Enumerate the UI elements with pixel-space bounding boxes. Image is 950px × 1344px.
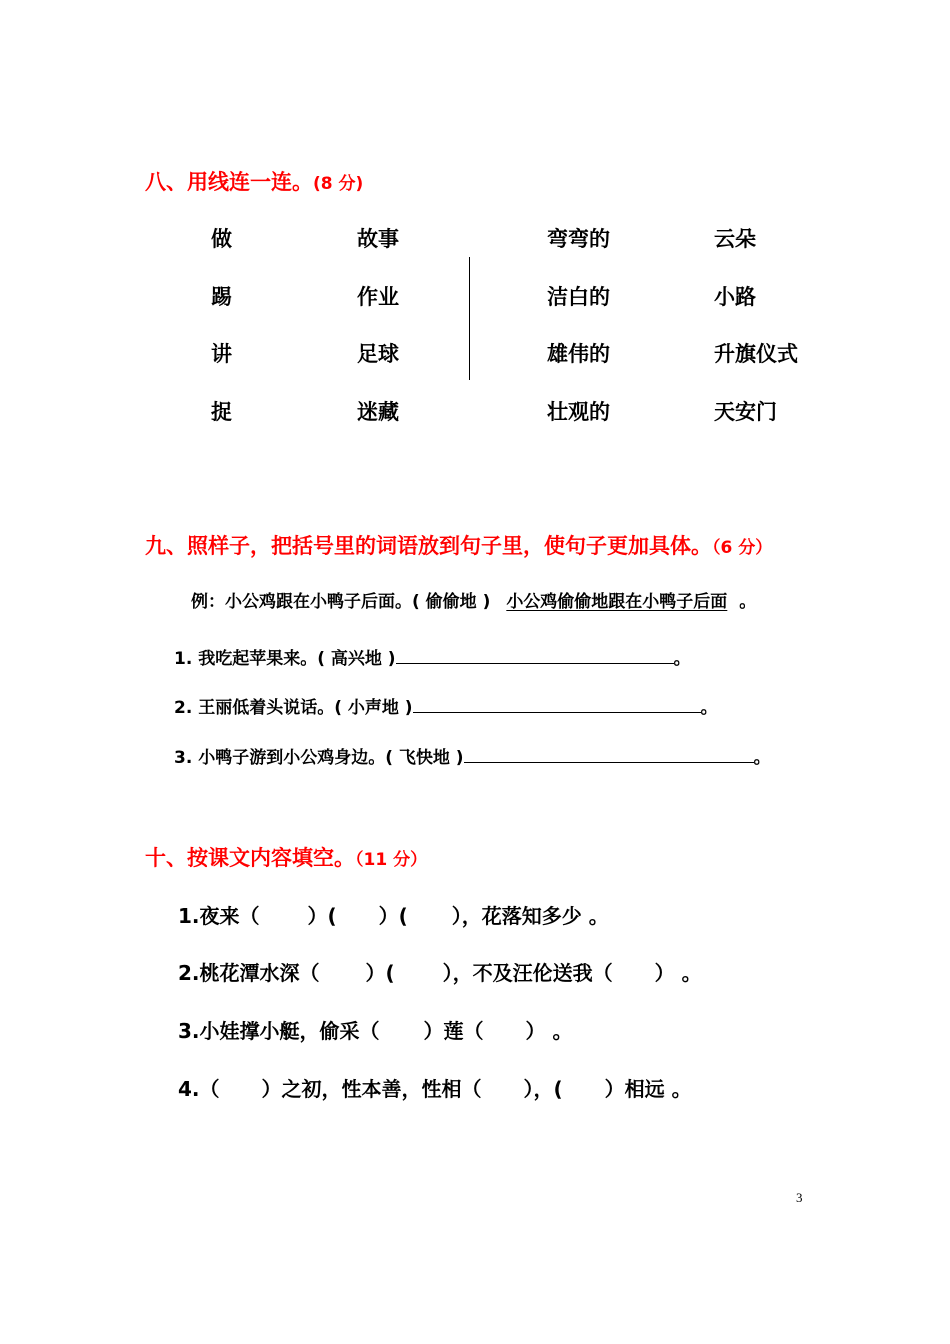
fill-text: ），不及汪伦送我（ [442,961,613,985]
fill-text: 4.（ [178,1077,220,1101]
section-8-points: (8 分) [313,174,364,194]
thing-item: 升旗仪式 [714,342,798,366]
exercise-prompt: 1. 我吃起苹果来。( 高兴地 ) [174,649,396,669]
fill-line-4 [178,1073,692,1102]
adjective-item: 壮观的 [547,400,610,424]
fill-text: ）相远 。 [604,1077,692,1101]
adjective-item: 雄伟的 [547,342,610,366]
thing-item: 天安门 [714,400,777,424]
noun-item: 作业 [357,285,399,309]
section-8-heading [145,166,363,196]
section-9-title: 九、照样子，把括号里的词语放到句子里，使句子更加具体。 [145,534,712,558]
verb-item: 讲 [211,342,232,366]
answer-blank[interactable] [396,645,674,664]
exercise-end: 。 [700,698,718,718]
example-line [191,587,756,612]
fill-line-1 [178,900,609,929]
fill-text: ） 。 [654,961,702,985]
verb-item: 捉 [211,400,232,424]
column-divider [469,257,470,380]
fill-text: 3.小娃撑小艇，偷采（ [178,1019,380,1043]
example-prompt: 例：小公鸡跟在小鸭子后面。( 偷偷地 ) [191,592,491,612]
noun-item: 迷藏 [357,400,399,424]
noun-item: 故事 [357,227,399,251]
fill-text: ）( [378,904,408,928]
verb-item: 踢 [211,285,232,309]
exercise-prompt: 3. 小鸭子游到小公鸡身边。( 飞快地 ) [174,748,464,768]
noun-item: 足球 [357,342,399,366]
thing-item: 小路 [714,285,756,309]
verb-item: 做 [211,227,232,251]
fill-text: 2.桃花潭水深（ [178,961,320,985]
section-10-heading [145,842,427,872]
fill-text: ） 。 [525,1019,573,1043]
fill-line-3 [178,1015,572,1044]
fill-text: ）( [307,904,337,928]
page-number: 3 [796,1190,803,1205]
fill-text: ），( [523,1077,563,1101]
fill-line-2 [178,957,702,986]
section-8-title: 八、用线连一连。 [145,170,313,194]
adjective-item: 洁白的 [547,285,610,309]
exercise-end: 。 [673,649,691,669]
section-10-title: 十、按课文内容填空。 [145,846,355,870]
adjective-item: 弯弯的 [547,227,610,251]
fill-text: ）( [365,961,395,985]
fill-text: 1.夜来（ [178,904,260,928]
section-9-heading [145,530,772,560]
exercise-line-2 [174,693,718,718]
example-end: 。 [739,592,757,612]
exercise-line-3 [174,743,771,768]
thing-item: 云朵 [714,227,756,251]
fill-text: ），花落知多少 。 [451,904,609,928]
section-10-points: （11 分） [355,850,428,870]
exercise-line-1 [174,644,691,669]
section-9-points: （6 分） [712,538,773,558]
example-answer: 小公鸡偷偷地跟在小鸭子后面 [506,592,728,612]
fill-text: ）莲（ [423,1019,484,1043]
exercise-end: 。 [753,748,771,768]
fill-text: ）之初，性本善，性相（ [261,1077,482,1101]
answer-blank[interactable] [413,694,701,713]
answer-blank[interactable] [464,744,754,763]
exercise-prompt: 2. 王丽低着头说话。( 小声地 ) [174,698,413,718]
